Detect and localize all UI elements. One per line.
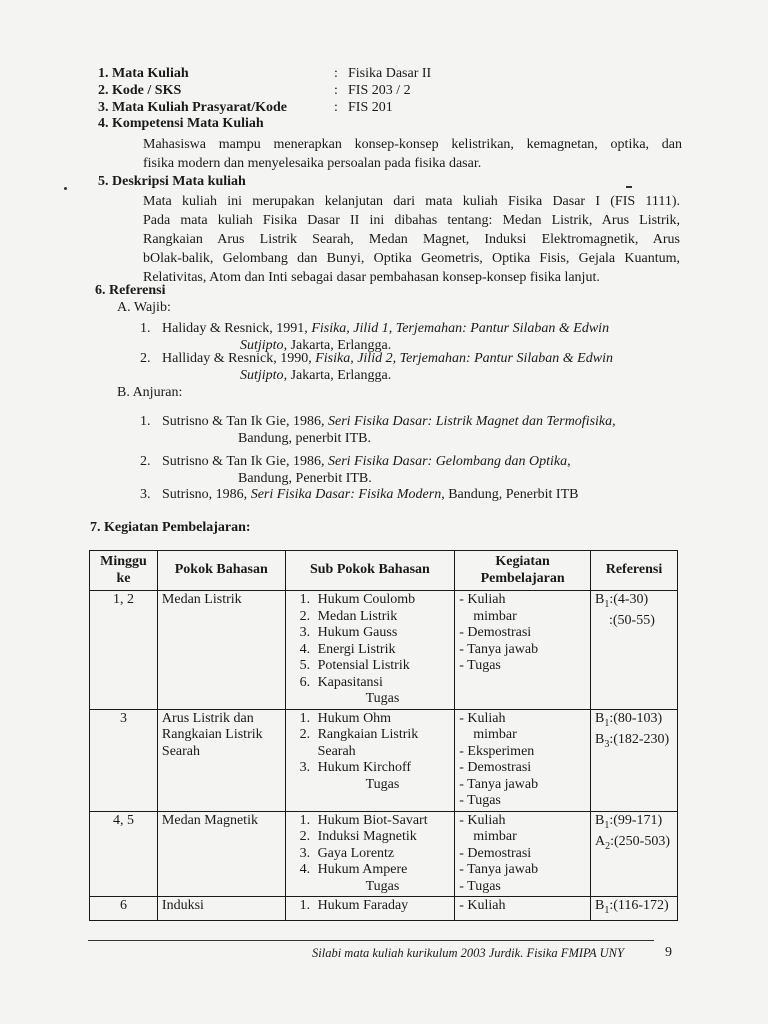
colon: :: [334, 66, 338, 81]
reference-item: [140, 320, 680, 354]
header-pokok-bahasan: Pokok Bahasan: [157, 551, 285, 591]
reference-publisher: , Jakarta, Erlangga.: [283, 368, 392, 383]
cell-kegiatan: [455, 897, 591, 921]
reference-code: $B_1:(116-172)$: [594, 898, 669, 916]
reference-line: [140, 320, 680, 337]
reference-author: Sutrisno, 1986,: [162, 487, 251, 502]
reference-title: Sutjipto: [240, 368, 284, 383]
cell-minggu: 1, 2: [90, 591, 158, 710]
cell-minggu: 4, 5: [90, 811, 158, 897]
reference-author: Sutrisno & Tan Ik Gie, 1986,: [162, 414, 328, 429]
list-item: 4. Hukum Ampere: [314, 862, 451, 879]
reference-code: $B_1:(99-171)$: [594, 812, 663, 831]
text-line: Mata kuliah ini merupakan kelanjutan dari mata kuliah Fisika Dasar I (FIS 1111).: [143, 194, 680, 209]
reference-publisher: , Jakarta, Erlangga.: [283, 338, 392, 353]
list-item: 1. Hukum Biot-Savart: [314, 813, 451, 830]
list-item: 2. Rangkaian Listrik Searah: [314, 727, 451, 760]
header-minggu: Minggu ke: [90, 551, 158, 591]
reference-title: Seri Fisika Dasar: Gelombang dan Optika: [327, 454, 568, 469]
table-header-row: [90, 551, 678, 591]
table-row: [90, 811, 678, 897]
reference-code: $A_2:(250-503)$: [594, 833, 670, 852]
tugas-note: Tugas: [365, 878, 400, 894]
cell-sub-pokok: [285, 709, 455, 811]
reference-title: Fisika, Jilid 2, Terjemahan: Pantur Silaban & Edwin: [315, 351, 613, 366]
reference-author: Sutrisno & Tan Ik Gie, 1986,: [162, 454, 328, 469]
reference-publisher: Bandung, Penerbit ITB.: [238, 471, 372, 486]
text-line: bOlak-balik, Gelombang dan Bunyi, Optika Geometris, Optika Fisis, Gejala Kuantum,: [143, 251, 680, 266]
text-line: Relativitas, Atom dan Inti sebagai dasar pembahasan konsep-konsep fisika lanjut.: [143, 270, 600, 285]
description-text: [143, 192, 680, 287]
activities-heading: 7. Kegiatan Pembelajaran:: [90, 520, 251, 535]
list-item: 2. Medan Listrik: [314, 609, 451, 626]
reference-number: 3.: [140, 487, 151, 502]
table-row: [90, 709, 678, 811]
list-item: 5. Potensial Listrik: [314, 658, 451, 675]
reference-title: Fisika, Jilid 1, Terjemahan: Pantur Silaban & Edwin: [311, 321, 610, 336]
list-item: 3. Hukum Kirchoff: [314, 760, 451, 777]
reference-line: [140, 367, 680, 384]
activities-table: [89, 550, 678, 921]
cell-kegiatan: [455, 591, 591, 710]
colon: :: [334, 83, 338, 98]
course-name-value: Fisika Dasar II: [348, 66, 432, 81]
activity-item: - Demostrasi: [459, 760, 532, 775]
footer-divider: [88, 940, 654, 941]
activity-item: - Tugas: [459, 793, 501, 808]
cell-sub-pokok: [285, 897, 455, 921]
scan-speck: [626, 186, 632, 188]
reference-line: [140, 453, 680, 470]
activity-item: - Tanya jawab: [459, 862, 539, 877]
reference-code: $B_1:(4-30)$: [594, 592, 649, 610]
activity-item: - Tugas: [459, 878, 501, 894]
sub-topic-list: [290, 898, 451, 915]
sub-topic-list: [290, 813, 451, 879]
reference-code: $B_3:(182-230)$: [594, 731, 670, 750]
tugas-note: Tugas: [365, 776, 400, 792]
activity-item: mimbar: [473, 829, 517, 844]
references-heading: 6. Referensi: [95, 283, 166, 298]
anjuran-label: B. Anjuran:: [117, 385, 183, 400]
sub-topic-list: [290, 711, 451, 777]
cell-kegiatan: [455, 811, 591, 897]
text-line: Rangkaian Arus Listrik Searah, Medan Magnet, Induksi Elektromagnetik, Arus: [143, 232, 680, 247]
table-row: [90, 591, 678, 710]
reference-item: [140, 453, 680, 487]
list-item: 2. Induksi Magnetik: [314, 829, 451, 846]
cell-referensi: [590, 591, 677, 710]
footer-text: Silabi mata kuliah kurikulum 2003 Jurdik. Fisika FMIPA UNY: [312, 946, 624, 960]
wajib-label: A. Wajib:: [117, 300, 171, 315]
course-code-value: FIS 203 / 2: [348, 83, 411, 98]
reference-author: Haliday & Resnick, 1991,: [162, 321, 312, 336]
reference-number: 1.: [140, 321, 151, 336]
colon: :: [334, 100, 338, 115]
list-item: 6. Kapasitansi: [314, 675, 451, 692]
reference-title: Seri Fisika Dasar: Listrik Magnet dan Termofisika: [327, 414, 613, 429]
activity-item: - Kuliah: [459, 592, 506, 607]
cell-pokok-bahasan: Arus Listrik dan Rangkaian Listrik Searah: [157, 709, 285, 811]
reference-number: 1.: [140, 414, 151, 429]
header-sub-pokok-bahasan: Sub Pokok Bahasan: [285, 551, 455, 591]
activity-item: - Eksperimen: [459, 743, 535, 759]
reference-title: Seri Fisika Dasar: Fisika Modern: [250, 487, 442, 502]
activity-item: - Kuliah: [459, 898, 506, 913]
reference-line: [140, 486, 680, 503]
table-row: [90, 897, 678, 921]
reference-line: [140, 413, 680, 430]
activity-item: mimbar: [473, 727, 517, 742]
description-heading: 5. Deskripsi Mata kuliah: [98, 174, 246, 189]
list-item: 1. Hukum Faraday: [314, 898, 451, 915]
cell-sub-pokok: [285, 591, 455, 710]
reference-line: [140, 350, 680, 367]
list-item: 4. Energi Listrik: [314, 642, 451, 659]
reference-punct: ,: [567, 454, 571, 469]
activity-item: - Tanya jawab: [459, 776, 539, 792]
cell-pokok-bahasan: Medan Listrik: [157, 591, 285, 710]
sub-topic-list: [290, 592, 451, 691]
prerequisite-label: 3. Mata Kuliah Prasyarat/Kode: [98, 100, 287, 115]
prerequisite-value: FIS 201: [348, 100, 393, 115]
reference-code: $B_1:(80-103)$: [594, 710, 663, 729]
text-line: Pada mata kuliah Fisika Dasar II ini dibahas tentang: Medan Listrik, Arus Listrik,: [143, 213, 680, 228]
reference-punct: ,: [612, 414, 616, 429]
activity-item: - Kuliah: [459, 710, 506, 726]
reference-number: 2.: [140, 454, 151, 469]
reference-author: Halliday & Resnick, 1990,: [162, 351, 316, 366]
tugas-note: Tugas: [365, 691, 400, 706]
competence-text: [143, 135, 682, 173]
cell-referensi: [590, 897, 677, 921]
list-item: 1. Hukum Coulomb: [314, 592, 451, 609]
list-item: 1. Hukum Ohm: [314, 711, 451, 728]
cell-minggu: 3: [90, 709, 158, 811]
competence-heading: 4. Kompetensi Mata Kuliah: [98, 116, 264, 131]
cell-referensi: [590, 709, 677, 811]
text-line: Mahasiswa mampu menerapkan konsep-konsep kelistrikan, kemagnetan, optika, dan: [143, 137, 682, 152]
reference-title: Sutjipto: [240, 338, 284, 353]
cell-pokok-bahasan: Medan Magnetik: [157, 811, 285, 897]
activity-item: - Kuliah: [459, 812, 506, 828]
list-item: 3. Hukum Gauss: [314, 625, 451, 642]
cell-sub-pokok: [285, 811, 455, 897]
reference-number: 2.: [140, 351, 151, 366]
page-number: 9: [665, 945, 672, 960]
text-line: fisika modern dan menyelesaika persoalan pada fisika dasar.: [143, 156, 482, 171]
activity-item: - Demostrasi: [459, 845, 532, 861]
activity-item: - Tanya jawab: [459, 641, 539, 657]
cell-minggu: 6: [90, 897, 158, 921]
activity-item: mimbar: [473, 608, 517, 624]
reference-item: [140, 486, 680, 503]
activity-item: - Tugas: [459, 658, 501, 673]
reference-publisher: , Bandung, Penerbit ITB: [441, 487, 579, 502]
activity-item: - Demostrasi: [459, 625, 532, 640]
course-code-label: 2. Kode / SKS: [98, 83, 182, 98]
reference-item: [140, 413, 680, 447]
cell-pokok-bahasan: Induksi: [157, 897, 285, 921]
course-name-label: 1. Mata Kuliah: [98, 66, 189, 81]
header-kegiatan: Kegiatan Pembelajaran: [455, 551, 591, 591]
cell-referensi: [590, 811, 677, 897]
reference-code: :(50-55): [608, 613, 655, 629]
list-item: 3. Gaya Lorentz: [314, 846, 451, 863]
cell-kegiatan: [455, 709, 591, 811]
scan-speck: [64, 187, 67, 190]
reference-item: [140, 350, 680, 384]
reference-publisher: Bandung, penerbit ITB.: [238, 431, 371, 446]
header-referensi: Referensi: [590, 551, 677, 591]
